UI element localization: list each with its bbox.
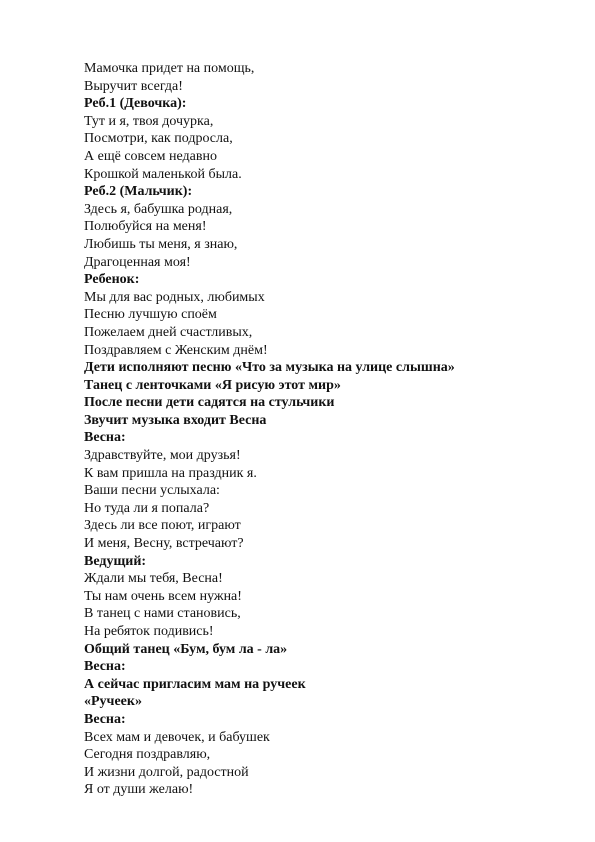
- verse-line: К вам пришла на праздник я.: [84, 465, 257, 481]
- verse-line: И меня, Весну, встречают?: [84, 536, 244, 552]
- verse-line: А ещё совсем недавно: [84, 148, 217, 164]
- verse-line: Ждали мы тебя, Весна!: [84, 571, 223, 587]
- section-heading-line: Реб.1 (Девочка):: [84, 96, 187, 112]
- verse-line: Сегодня поздравляю,: [84, 747, 211, 763]
- verse-line: Тут и я, твоя дочурка,: [84, 113, 214, 129]
- verse-line: Ты нам очень всем нужна!: [84, 588, 242, 604]
- section-heading-line: А сейчас пригласим мам на ручеек: [84, 676, 306, 692]
- verse-line: Я от души желаю!: [84, 782, 194, 798]
- verse-line: И жизни долгой, радостной: [84, 764, 249, 780]
- verse-line: Здесь ли все поют, играют: [84, 518, 241, 534]
- section-heading-line: Реб.2 (Мальчик):: [84, 184, 193, 200]
- verse-line: Посмотри, как подросла,: [84, 131, 233, 147]
- verse-line: Выручит всегда!: [84, 78, 183, 94]
- verse-line: Пожелаем дней счастливых,: [84, 324, 253, 340]
- section-heading-line: Общий танец «Бум, бум ла - ла»: [84, 641, 288, 657]
- verse-line: Мамочка придет на помощь,: [84, 61, 255, 76]
- section-heading-line: После песни дети садятся на стульчики: [84, 395, 335, 411]
- verse-line: Песню лучшую споём: [84, 307, 217, 323]
- section-heading-line: Дети исполняют песню «Что за музыка на улице слышна»: [84, 360, 455, 376]
- section-heading-line: Весна:: [84, 711, 126, 727]
- verse-line: В танец с нами становись,: [84, 606, 241, 622]
- verse-line: Любишь ты меня, я знаю,: [84, 236, 238, 252]
- section-heading-line: Весна:: [84, 659, 126, 675]
- verse-line: Здравствуйте, мои друзья!: [84, 448, 241, 464]
- script-text: [84, 60, 564, 799]
- verse-line: На ребяток подивись!: [84, 624, 214, 639]
- verse-line: Здесь я, бабушка родная,: [84, 201, 233, 217]
- verse-line: Поздравляем с Женским днём!: [84, 342, 268, 358]
- section-heading-line: «Ручеек»: [84, 694, 142, 710]
- section-heading-line: Ведущий:: [84, 553, 147, 569]
- section-heading-line: Звучит музыка входит Весна: [84, 412, 267, 428]
- verse-line: Крошкой маленькой была.: [84, 166, 242, 182]
- verse-line: Всех мам и девочек, и бабушек: [84, 729, 270, 745]
- section-heading-line: Танец с ленточками «Я рисую этот мир»: [84, 377, 341, 393]
- verse-line: Ваши песни услыхала:: [84, 483, 220, 499]
- section-heading-line: Весна:: [84, 430, 126, 446]
- section-heading-line: Ребенок:: [84, 272, 140, 288]
- verse-line: Полюбуйся на меня!: [84, 219, 207, 235]
- verse-line: Драгоценная моя!: [84, 254, 191, 270]
- verse-line: Но туда ли я попала?: [84, 500, 210, 516]
- verse-line: Мы для вас родных, любимых: [84, 289, 265, 305]
